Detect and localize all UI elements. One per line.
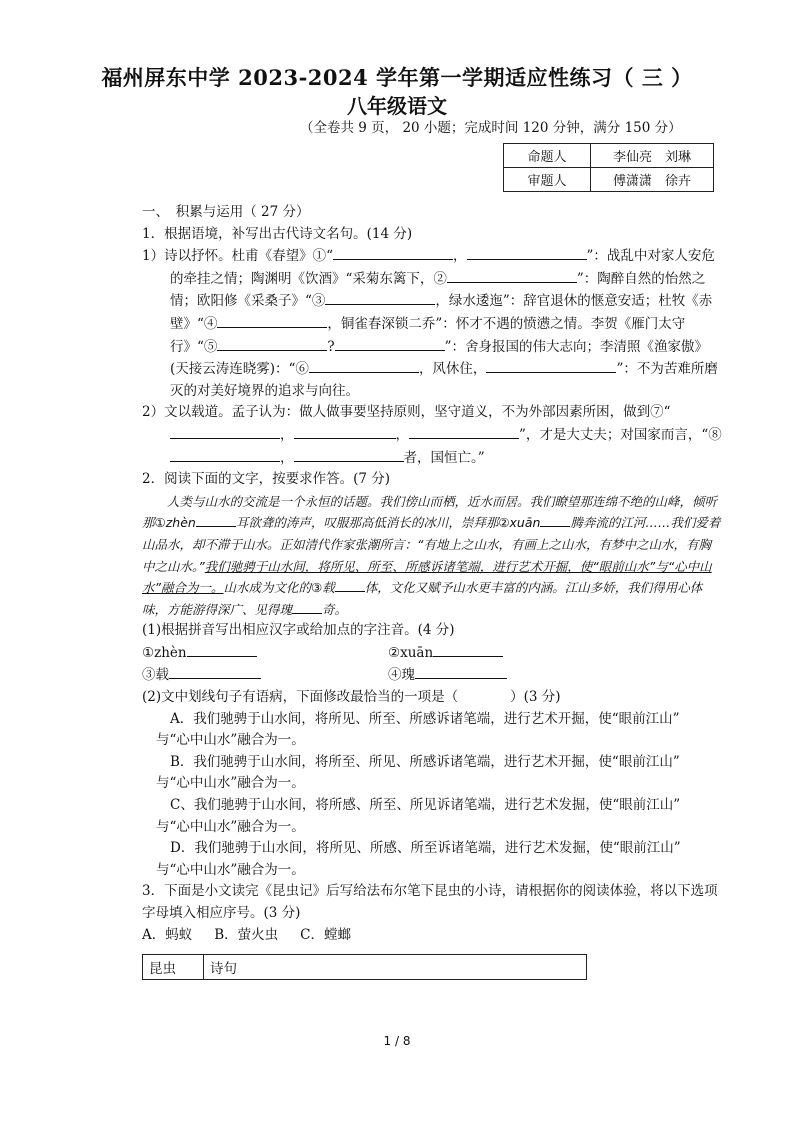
answer-blank[interactable]: [170, 447, 280, 462]
text: ”，才是大丈夫；对国家而言，“⑧: [519, 426, 722, 443]
text: ，: [453, 248, 467, 265]
choice-item: B．萤火虫: [214, 926, 279, 943]
answer-blank[interactable]: [292, 599, 322, 614]
text: ”：不为苦难所磨灭的对美好境界的追求与向往。: [170, 361, 718, 399]
choice-item: C．螳螂: [300, 926, 352, 943]
table-row: [504, 144, 714, 168]
text: ③载: [142, 667, 169, 684]
part-number: 2）: [142, 404, 165, 421]
question-1-part-1: [142, 245, 722, 402]
answer-blank[interactable]: [309, 358, 419, 373]
answer-blank[interactable]: [540, 512, 570, 527]
reading-passage: [142, 491, 722, 621]
section-heading: 一、 积累与运用（ 27 分）: [142, 204, 310, 220]
question-3-title: 3．下面是小文读完《昆虫记》后写给法布尔笔下昆虫的小诗，请根据你的阅读体验，将以下选项字母填入相应序号。(3 分): [142, 883, 718, 921]
text: ，: [280, 449, 294, 466]
staff-label: 命题人: [504, 144, 591, 168]
pinyin-answer: [388, 642, 634, 665]
option-c-continued: 与“心中山水”融合为一。: [156, 818, 305, 835]
answer-blank[interactable]: [335, 577, 365, 592]
text: 体，文化又赋予山水更丰富的内涵。江山多娇，我们得用心体味，方能游得深广、见得瑰: [142, 580, 703, 617]
text: ②xuān: [388, 644, 434, 661]
question-1-title: 1．根据语境，补写出古代诗文名句。(14 分): [142, 225, 413, 242]
text: ）(3 分): [510, 689, 561, 706]
answer-blank[interactable]: [169, 664, 261, 679]
pinyin-answer: [142, 642, 388, 665]
text: ①zhèn: [142, 644, 187, 661]
text: 奇。: [322, 601, 348, 617]
text: ?: [327, 338, 335, 355]
exam-meta: （全卷共 9 页， 20 小题；完成时间 120 分钟，满分 150 分）: [300, 120, 682, 136]
option-b-continued: 与“心中山水”融合为一。: [156, 775, 305, 792]
text: ”：战乱中对家人安危的牵挂之情；陶渊明《饮酒》“采菊东篱下，②: [170, 248, 715, 287]
underlined-sentence: 我们驰骋于山水间，将所见、所至、所感诉诸笔端，进行艺术开掘，使“眼前山水”与“心中山水”融合为一。: [142, 558, 712, 596]
question-2-sub-1-title: (1)根据拼音写出相应汉字或给加点的字注音。(4 分): [142, 622, 455, 639]
answer-blank[interactable]: [415, 664, 507, 679]
answer-blank[interactable]: [196, 512, 236, 527]
pinyin-answer: [142, 664, 388, 687]
answer-blank[interactable]: [217, 336, 327, 351]
answer-blank[interactable]: [409, 424, 519, 439]
option-b: B．我们驰骋于山水间，将所至、所见、所感诉诸笔端，进行艺术开掘，使“眼前江山”: [170, 753, 680, 770]
question-1-part-2: [142, 402, 722, 469]
text: (2)文中划线句子有语病，下面修改最恰当的一项是（: [142, 689, 459, 706]
choice-item: A．蚂蚁: [142, 926, 193, 943]
text: ，绿水逶迤”：辞官退休的惬意安适；杜牧《赤壁》“④: [170, 293, 713, 332]
answer-blank[interactable]: [486, 358, 616, 373]
answer-blank[interactable]: [447, 268, 577, 283]
answer-blank[interactable]: [294, 447, 404, 462]
text: ”：舍身报国的伟大志向；李清照《渔家傲》(天接云涛连晓雾)：“⑥: [170, 338, 709, 378]
pinyin-answer: [388, 664, 634, 687]
staff-label: 审题人: [504, 168, 591, 192]
answer-blank[interactable]: [170, 424, 280, 439]
text: 文以载道。孟子认为：做人做事要坚持原则，坚守道义，不为外部因素所困，做到⑦“: [164, 404, 671, 421]
text: 诗以抒怀。杜甫《春望》①“: [164, 248, 333, 265]
text: ④瑰: [388, 667, 415, 684]
text: 人类与山水的交流是一个永恒的话题。我们傍山而栖，近水而居。我们瞭望那连绵不绝的山峰，倾听那①zhèn: [142, 493, 718, 531]
option-a-continued: 与“心中山水”融合为一。: [156, 732, 305, 749]
passage-paragraph: [142, 491, 722, 621]
insect-choices: [142, 925, 722, 947]
pinyin-answers-row: [142, 642, 722, 665]
option-c: C、我们驰骋于山水间，将所感、所至、所见诉诸笔端，进行艺术发掘，使“眼前江山”: [170, 797, 681, 814]
text: 腾奔流的江河……我们爱着山品水，却不滞于山水。正如清代作家张潮所言：“有地上之山水，有画上之山水，有梦中之山水，有胸中之山水。”: [142, 515, 721, 574]
text: ，: [395, 426, 409, 443]
answer-blank[interactable]: [335, 336, 445, 351]
text: ，风休住，: [418, 361, 487, 378]
option-a: A．我们驰骋于山水间，将所见、所至、所感诉诸笔端，进行艺术开掘，使“眼前江山”: [170, 710, 680, 727]
answer-blank[interactable]: [333, 245, 453, 260]
column-header: 昆虫: [143, 955, 204, 980]
page-title: 福州屏东中学 2023-2024 学年第一学期适应性练习（ 三 ）: [101, 65, 693, 90]
table-header-row: [143, 955, 587, 980]
pinyin-answers-row: [142, 664, 722, 687]
answer-blank[interactable]: [294, 424, 396, 439]
text: 耳欲聋的涛声，叹服那高低消长的冰川，崇拜那②xuān: [235, 515, 541, 531]
answer-blank[interactable]: [433, 642, 503, 657]
page-number: 1 / 8: [383, 1034, 411, 1048]
text: ”：陶醉自然的怡然之情；欧阳修《采桑子》“③: [170, 270, 706, 310]
text: 山水成为文化的③载: [223, 580, 335, 596]
answer-blank[interactable]: [325, 290, 435, 305]
question-2-sub-2-title: [142, 687, 722, 709]
option-d-continued: 与“心中山水”融合为一。: [156, 861, 305, 878]
staff-names: 李仙亮 刘琳: [591, 144, 714, 168]
answer-blank[interactable]: [467, 245, 587, 260]
staff-table: [503, 143, 714, 192]
answer-blank[interactable]: [187, 642, 257, 657]
page-subtitle: 八年级语文: [347, 94, 447, 118]
answer-blank[interactable]: [217, 313, 327, 328]
text: ，铜雀春深锁二乔”：怀才不遇的愤懑之情。李贺《雁门太守行》“⑤: [170, 315, 686, 355]
table-row: [504, 168, 714, 192]
insect-poem-table: [142, 954, 587, 980]
exam-content: [142, 202, 722, 946]
text: ，: [280, 426, 294, 443]
part-number: 1）: [142, 248, 165, 265]
question-2-title: 2．阅读下面的文字，按要求作答。(7 分): [142, 471, 391, 488]
text: 者，国恒亡。”: [403, 449, 485, 466]
column-header: 诗句: [204, 955, 587, 980]
staff-names: 傅潇潇 徐卉: [591, 168, 714, 192]
option-d: D．我们驰骋于山水间，将所见、所感、所至诉诸笔端，进行艺术发掘，使“眼前江山”: [170, 840, 681, 857]
